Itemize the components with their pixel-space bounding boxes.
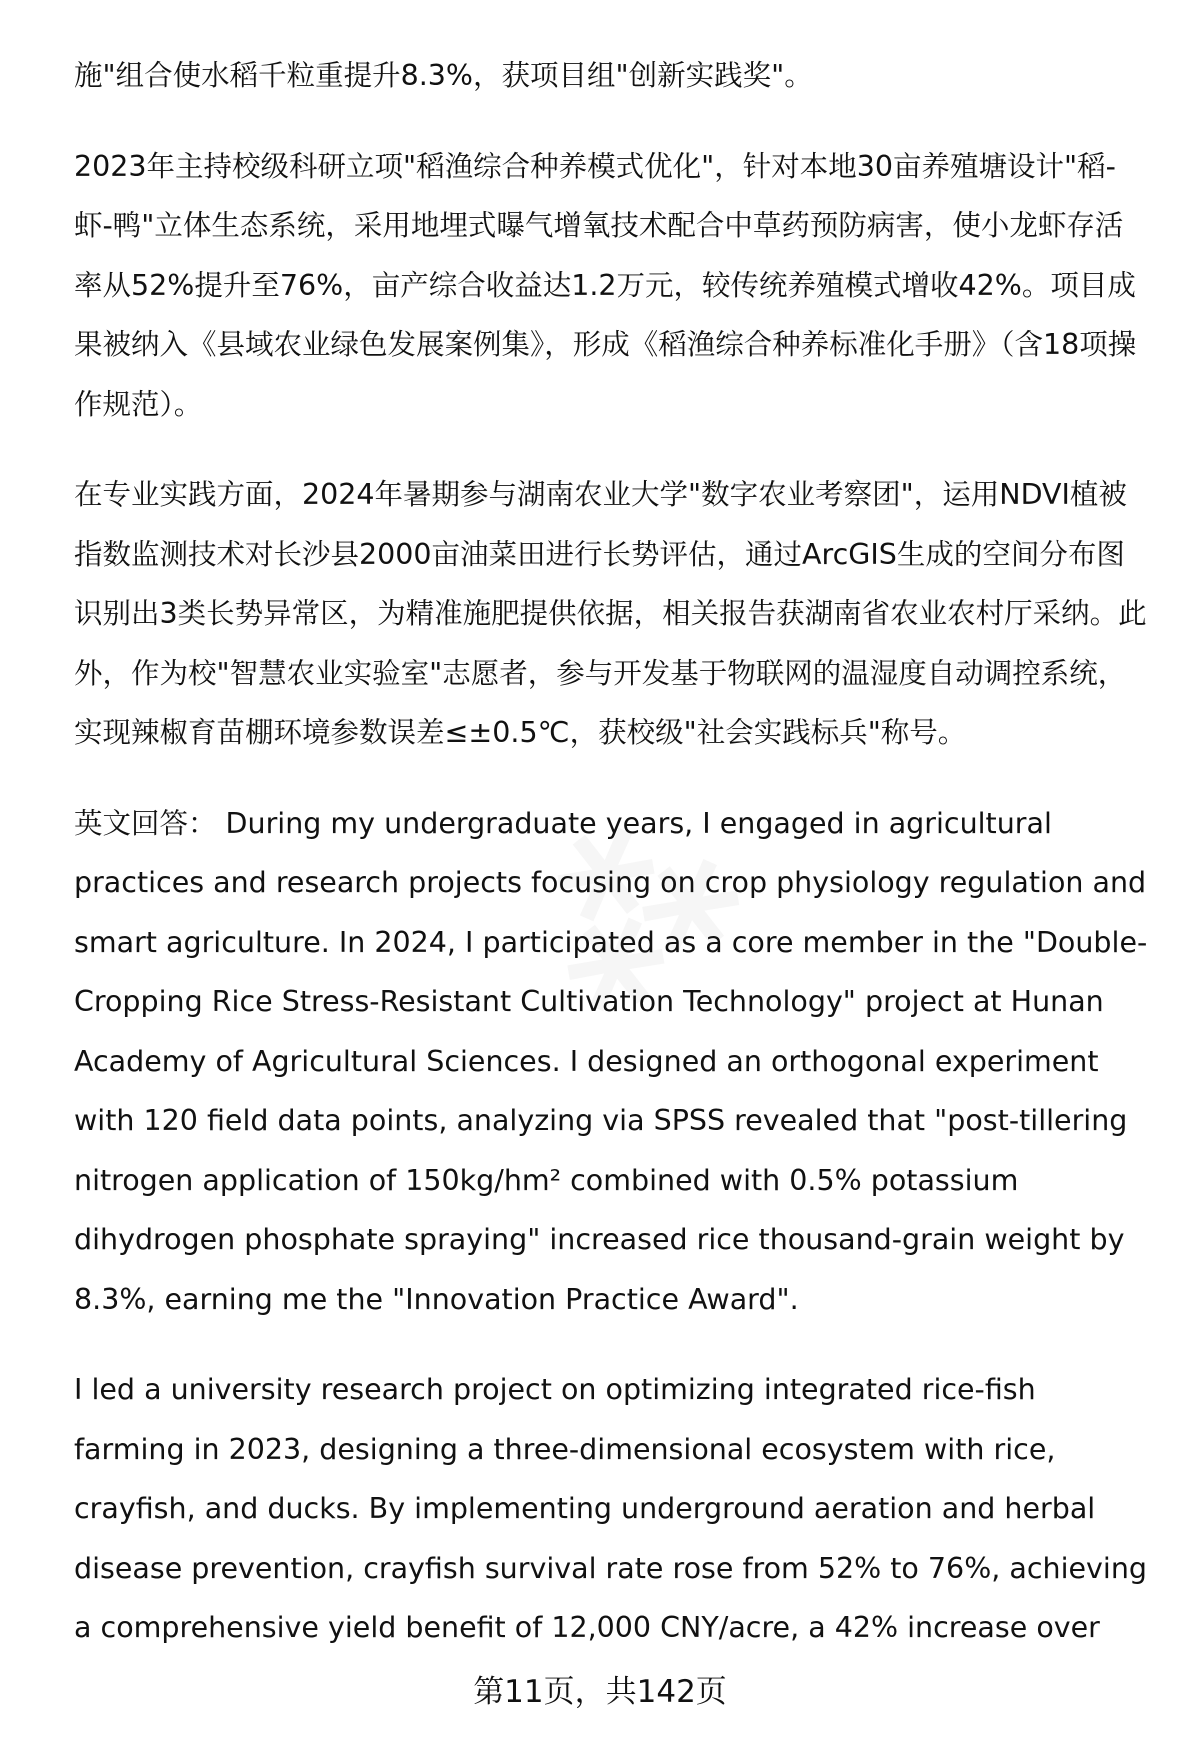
page-number-footer: 第11页，共142页	[473, 1674, 727, 1710]
paragraph-english-answer: 英文回答： During my undergraduate years, I engaged in agricultural practices and research projects focusing on crop physiology regulation and smart agriculture. In 2024, I participated as a core member in the "Double-Cropping Rice Stress-Resistant Cultivation Technology" project at Hunan Academy of Agricultural Sciences. I designed an orthogonal experiment with 120 field data points, analyzing via SPSS revealed that "post-tillering nitrogen application of 150kg/hm² combined with 0.5% potassium dihydrogen phosphate spraying" increased rice thousand-grain weight by 8.3%, earning me the "Innovation Practice Award".	[74, 806, 1156, 1316]
paragraph-professional-practice: 在专业实践方面，2024年暑期参与湖南农业大学"数字农业考察团"，运用NDVI植被指数监测技术对长沙县2000亩油菜田进行长势评估，通过ArcGIS生成的空间分布图识别出3类长势异常区，为精准施肥提供依据，相关报告获湖南省农业农村厅采纳。此外，作为校"智慧农业实验室"志愿者，参与开发基于物联网的温湿度自动调控系统，实现辣椒育苗棚环境参数误差≤±0.5℃，获校级"社会实践标兵"称号。	[74, 478, 1147, 749]
paragraph-rice-fish-project: 2023年主持校级科研立项"稻渔综合种养模式优化"，针对本地30亩养殖塘设计"稻-虾-鸭"立体生态系统，采用地埋式曝气增氧技术配合中草药预防病害，使小龙虾存活率从52%提升至76%，亩产综合收益达1.2万元，较传统养殖模式增收42%。项目成果被纳入《县域农业绿色发展案例集》，形成《稻渔综合种养标准化手册》（含18项操作规范）。	[74, 149, 1137, 421]
document-body	[74, 46, 1157, 1689]
paragraph-english-research: I led a university research project on optimizing integrated rice-fish farming in 2023, designing a three-dimensional ecosystem with rice, crayfish, and ducks. By implementing underground aeration and herbal disease prevention, crayfish survival rate rose from 52% to 76%, achieving a comprehensive yield benefit of 12,000 CNY/acre, a 42% increase over	[74, 1373, 1157, 1644]
paragraph-continuation: 施"组合使水稻千粒重提升8.3%，获项目组"创新实践奖"。	[74, 59, 813, 92]
